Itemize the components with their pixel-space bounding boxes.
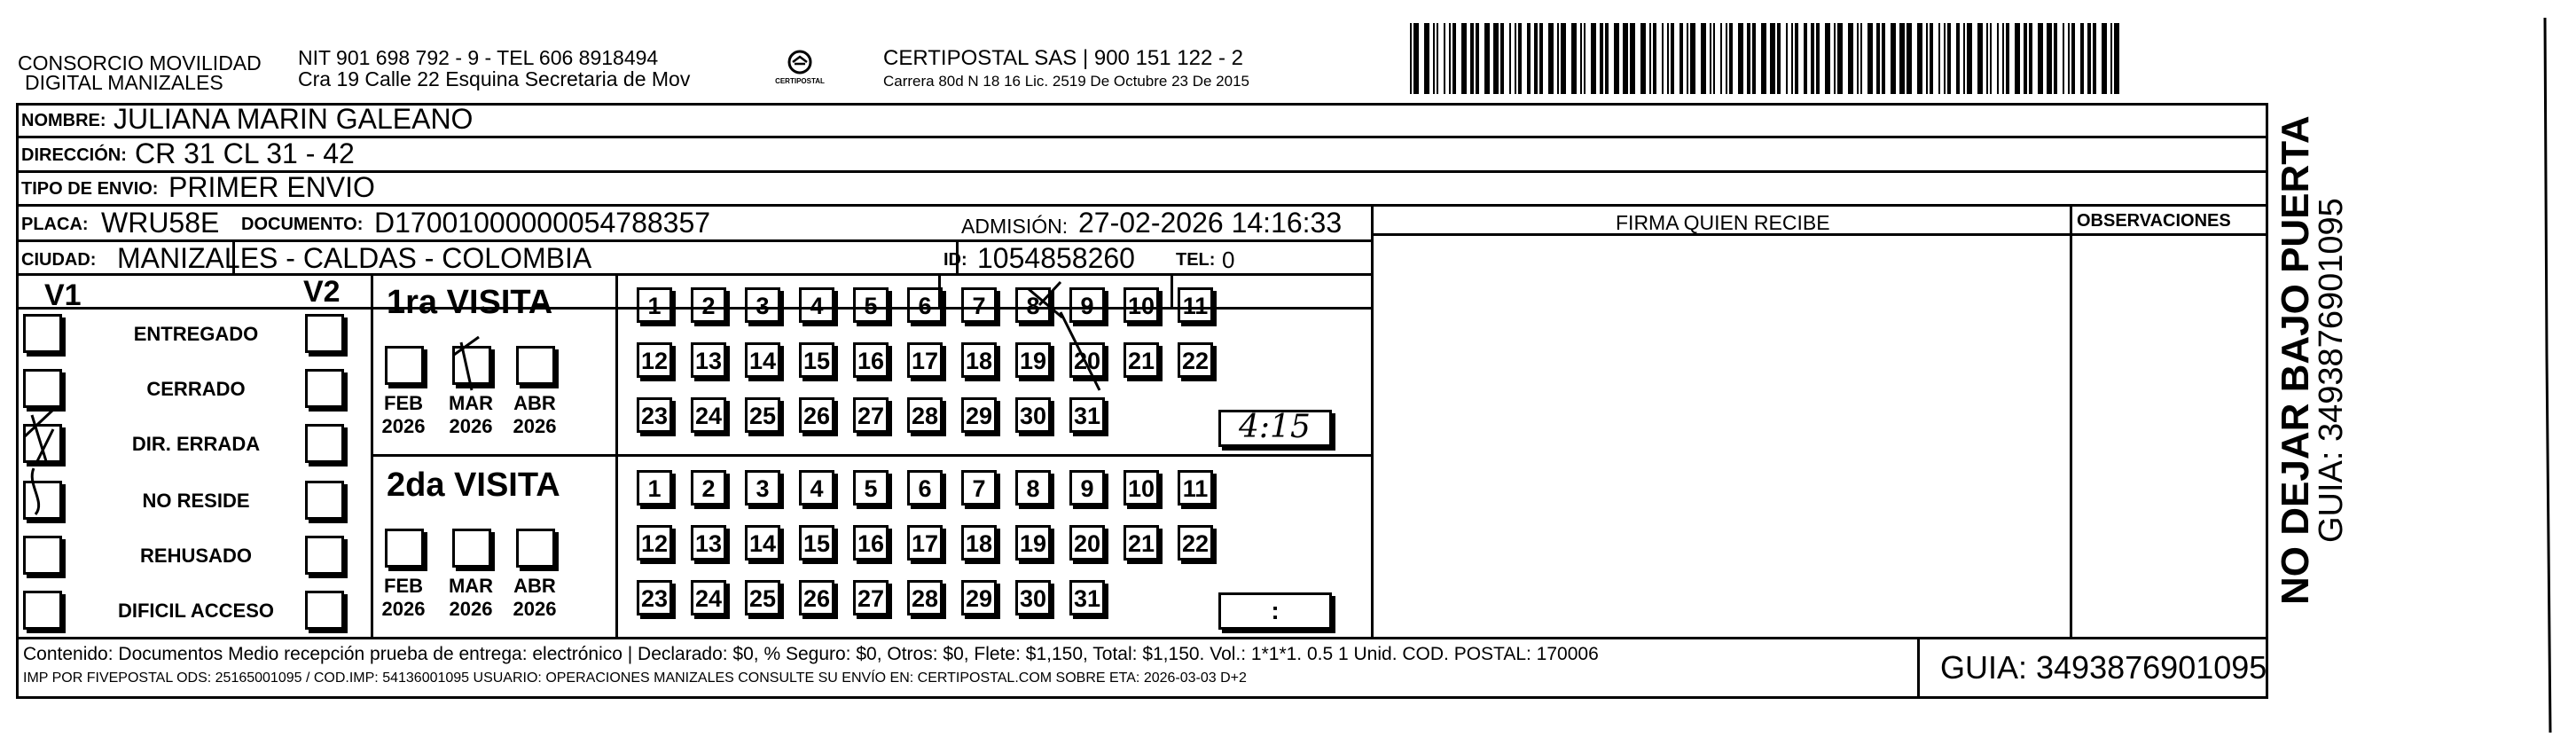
day-box[interactable]: 9 [1069, 470, 1105, 506]
firma-header: FIRMA QUIEN RECIBE [1616, 211, 1830, 234]
footer-content-line: Contenido: Documentos Medio recepción prueba de entrega: electrónico | Declarado: $0, % Seguro: $0, Otros: $0, Flete: $1,150, Total: $1,150. Vol.: 1*1*1. 0.5 1 Unid. COD. POSTAL: 170006 [23, 644, 1599, 664]
day-box[interactable]: 4 [799, 287, 834, 323]
footer-guia: GUIA: 3493876901095 [1940, 649, 2267, 686]
observaciones-header: OBSERVACIONES [2077, 211, 2231, 231]
day-box[interactable]: 23 [637, 397, 672, 433]
day-box[interactable]: 13 [691, 525, 726, 561]
v1-label: V1 [44, 278, 82, 312]
day-box[interactable]: 10 [1124, 470, 1159, 506]
month-year: 2026 [381, 598, 426, 620]
second-visit-title: 2da VISITA [387, 467, 560, 504]
nit-line: NIT 901 698 792 - 9 - TEL 606 8918494 [298, 46, 659, 69]
courier-line1: CERTIPOSTAL SAS | 900 151 122 - 2 [883, 46, 1243, 70]
day-box[interactable]: 11 [1178, 287, 1213, 323]
day-box[interactable]: 12 [637, 342, 672, 378]
month-year: 2026 [513, 598, 557, 620]
month-year: 2026 [381, 415, 426, 437]
day-box[interactable]: 6 [907, 470, 943, 506]
day-box[interactable]: 7 [961, 287, 997, 323]
v2-label: V2 [303, 275, 341, 309]
address-line: Cra 19 Calle 22 Esquina Secretaria de Mov [298, 67, 691, 90]
id-label: ID: [943, 250, 967, 270]
day-box[interactable]: 17 [907, 342, 943, 378]
option-label: DIFICIL ACCESO [117, 600, 274, 622]
day-box[interactable]: 14 [745, 342, 780, 378]
day-box[interactable]: 9 [1069, 287, 1105, 323]
day-box[interactable]: 26 [799, 397, 834, 433]
day-box[interactable]: 7 [961, 470, 997, 506]
day-box[interactable]: 25 [745, 397, 780, 433]
company-name-line2: DIGITAL MANIZALES [25, 71, 223, 94]
day-box[interactable]: 8 [1015, 287, 1051, 323]
direccion-value: CR 31 CL 31 - 42 [135, 137, 355, 169]
month-name: FEB [384, 575, 423, 597]
placa-label: PLACA: [21, 215, 89, 234]
day-box[interactable]: 23 [637, 580, 672, 615]
month-name: ABR [513, 392, 556, 414]
day-box[interactable]: 24 [691, 580, 726, 615]
day-box[interactable]: 19 [1015, 525, 1051, 561]
admision-value: 27-02-2026 14:16:33 [1078, 207, 1343, 239]
tipo-envio-value: PRIMER ENVIO [168, 171, 375, 203]
day-box[interactable]: 5 [853, 470, 889, 506]
day-box[interactable]: 13 [691, 342, 726, 378]
company-name-line1: CONSORCIO MOVILIDAD [18, 51, 262, 74]
day-box[interactable]: 28 [907, 580, 943, 615]
nombre-value: JULIANA MARIN GALEANO [114, 103, 474, 135]
day-box[interactable]: 30 [1015, 580, 1051, 615]
tipo-envio-label: TIPO DE ENVIO: [21, 179, 159, 199]
day-box[interactable]: 3 [745, 470, 780, 506]
nombre-label: NOMBRE: [21, 111, 106, 130]
month-name: FEB [384, 392, 423, 414]
no-dejar-bajo-puerta: NO DEJAR BAJO PUERTA [2274, 115, 2317, 605]
day-box[interactable]: 16 [853, 525, 889, 561]
placa-value: WRU58E [101, 207, 220, 239]
month-year: 2026 [513, 415, 557, 437]
ciudad-label: CIUDAD: [21, 250, 97, 270]
day-box[interactable]: 26 [799, 580, 834, 615]
month-year: 2026 [449, 415, 493, 437]
tel-value: 0 [1222, 247, 1235, 273]
second-visit-time: : [1271, 597, 1280, 624]
day-box[interactable]: 21 [1124, 342, 1159, 378]
day-box[interactable]: 10 [1124, 287, 1159, 323]
day-box[interactable]: 20 [1069, 342, 1105, 378]
day-box[interactable]: 16 [853, 342, 889, 378]
option-label: NO RESIDE [142, 490, 250, 512]
day-box[interactable]: 22 [1178, 342, 1213, 378]
day-box[interactable]: 27 [853, 397, 889, 433]
documento-label: DOCUMENTO: [241, 215, 364, 234]
day-box[interactable]: 18 [961, 342, 997, 378]
day-box[interactable]: 17 [907, 525, 943, 561]
day-box[interactable]: 11 [1178, 470, 1213, 506]
svg-text:CERTIPOSTAL: CERTIPOSTAL [775, 77, 825, 85]
month-name: MAR [448, 392, 494, 414]
day-box[interactable]: 28 [907, 397, 943, 433]
day-box[interactable]: 19 [1015, 342, 1051, 378]
day-box[interactable]: 20 [1069, 525, 1105, 561]
day-box[interactable]: 22 [1178, 525, 1213, 561]
day-box[interactable]: 12 [637, 525, 672, 561]
tel-label: TEL: [1176, 250, 1216, 270]
courier-line2: Carrera 80d N 18 16 Lic. 2519 De Octubre 23 De 2015 [883, 73, 1249, 90]
month-year: 2026 [449, 598, 493, 620]
day-box[interactable]: 27 [853, 580, 889, 615]
day-box[interactable]: 31 [1069, 580, 1105, 615]
day-box[interactable]: 6 [907, 287, 943, 323]
option-label: ENTREGADO [133, 323, 259, 345]
day-box[interactable]: 25 [745, 580, 780, 615]
admision-label: ADMISIÓN: [961, 215, 1069, 238]
day-box[interactable]: 21 [1124, 525, 1159, 561]
option-label: CERRADO [146, 378, 246, 400]
first-visit-title: 1ra VISITA [387, 284, 553, 321]
option-label: DIR. ERRADA [131, 433, 261, 455]
day-box[interactable]: 30 [1015, 397, 1051, 433]
day-box[interactable]: 4 [799, 470, 834, 506]
day-box[interactable]: 31 [1069, 397, 1105, 433]
day-box[interactable]: 2 [691, 470, 726, 506]
month-name: MAR [448, 575, 494, 597]
side-guia: GUIA: 3493876901095 [2313, 198, 2350, 543]
day-box[interactable]: 24 [691, 397, 726, 433]
day-box[interactable]: 15 [799, 342, 834, 378]
day-box[interactable]: 1 [637, 287, 672, 323]
day-box[interactable]: 8 [1015, 470, 1051, 506]
day-box[interactable]: 18 [961, 525, 997, 561]
ciudad-value: MANIZALES - CALDAS - COLOMBIA [117, 242, 592, 274]
direccion-label: DIRECCIÓN: [21, 145, 127, 165]
day-box[interactable]: 29 [961, 580, 997, 615]
option-label: REHUSADO [140, 545, 252, 567]
month-name: ABR [513, 575, 556, 597]
day-box[interactable]: 15 [799, 525, 834, 561]
day-box[interactable]: 2 [691, 287, 726, 323]
day-box[interactable]: 1 [637, 470, 672, 506]
documento-value: D17001000000054788357 [374, 207, 711, 239]
day-box[interactable]: 29 [961, 397, 997, 433]
day-box[interactable]: 3 [745, 287, 780, 323]
day-box[interactable]: 14 [745, 525, 780, 561]
footer-print-line: IMP POR FIVEPOSTAL ODS: 25165001095 / COD.IMP: 54136001095 USUARIO: OPERACIONES MANIZALES CONSULTE SU ENVÍO EN: CERTIPOSTAL.COM SOBRE ETA: 2026-03-03 D+2 [23, 670, 1247, 686]
id-value: 1054858260 [977, 242, 1135, 274]
first-visit-time: 4:15 [1239, 409, 1311, 445]
day-box[interactable]: 5 [853, 287, 889, 323]
